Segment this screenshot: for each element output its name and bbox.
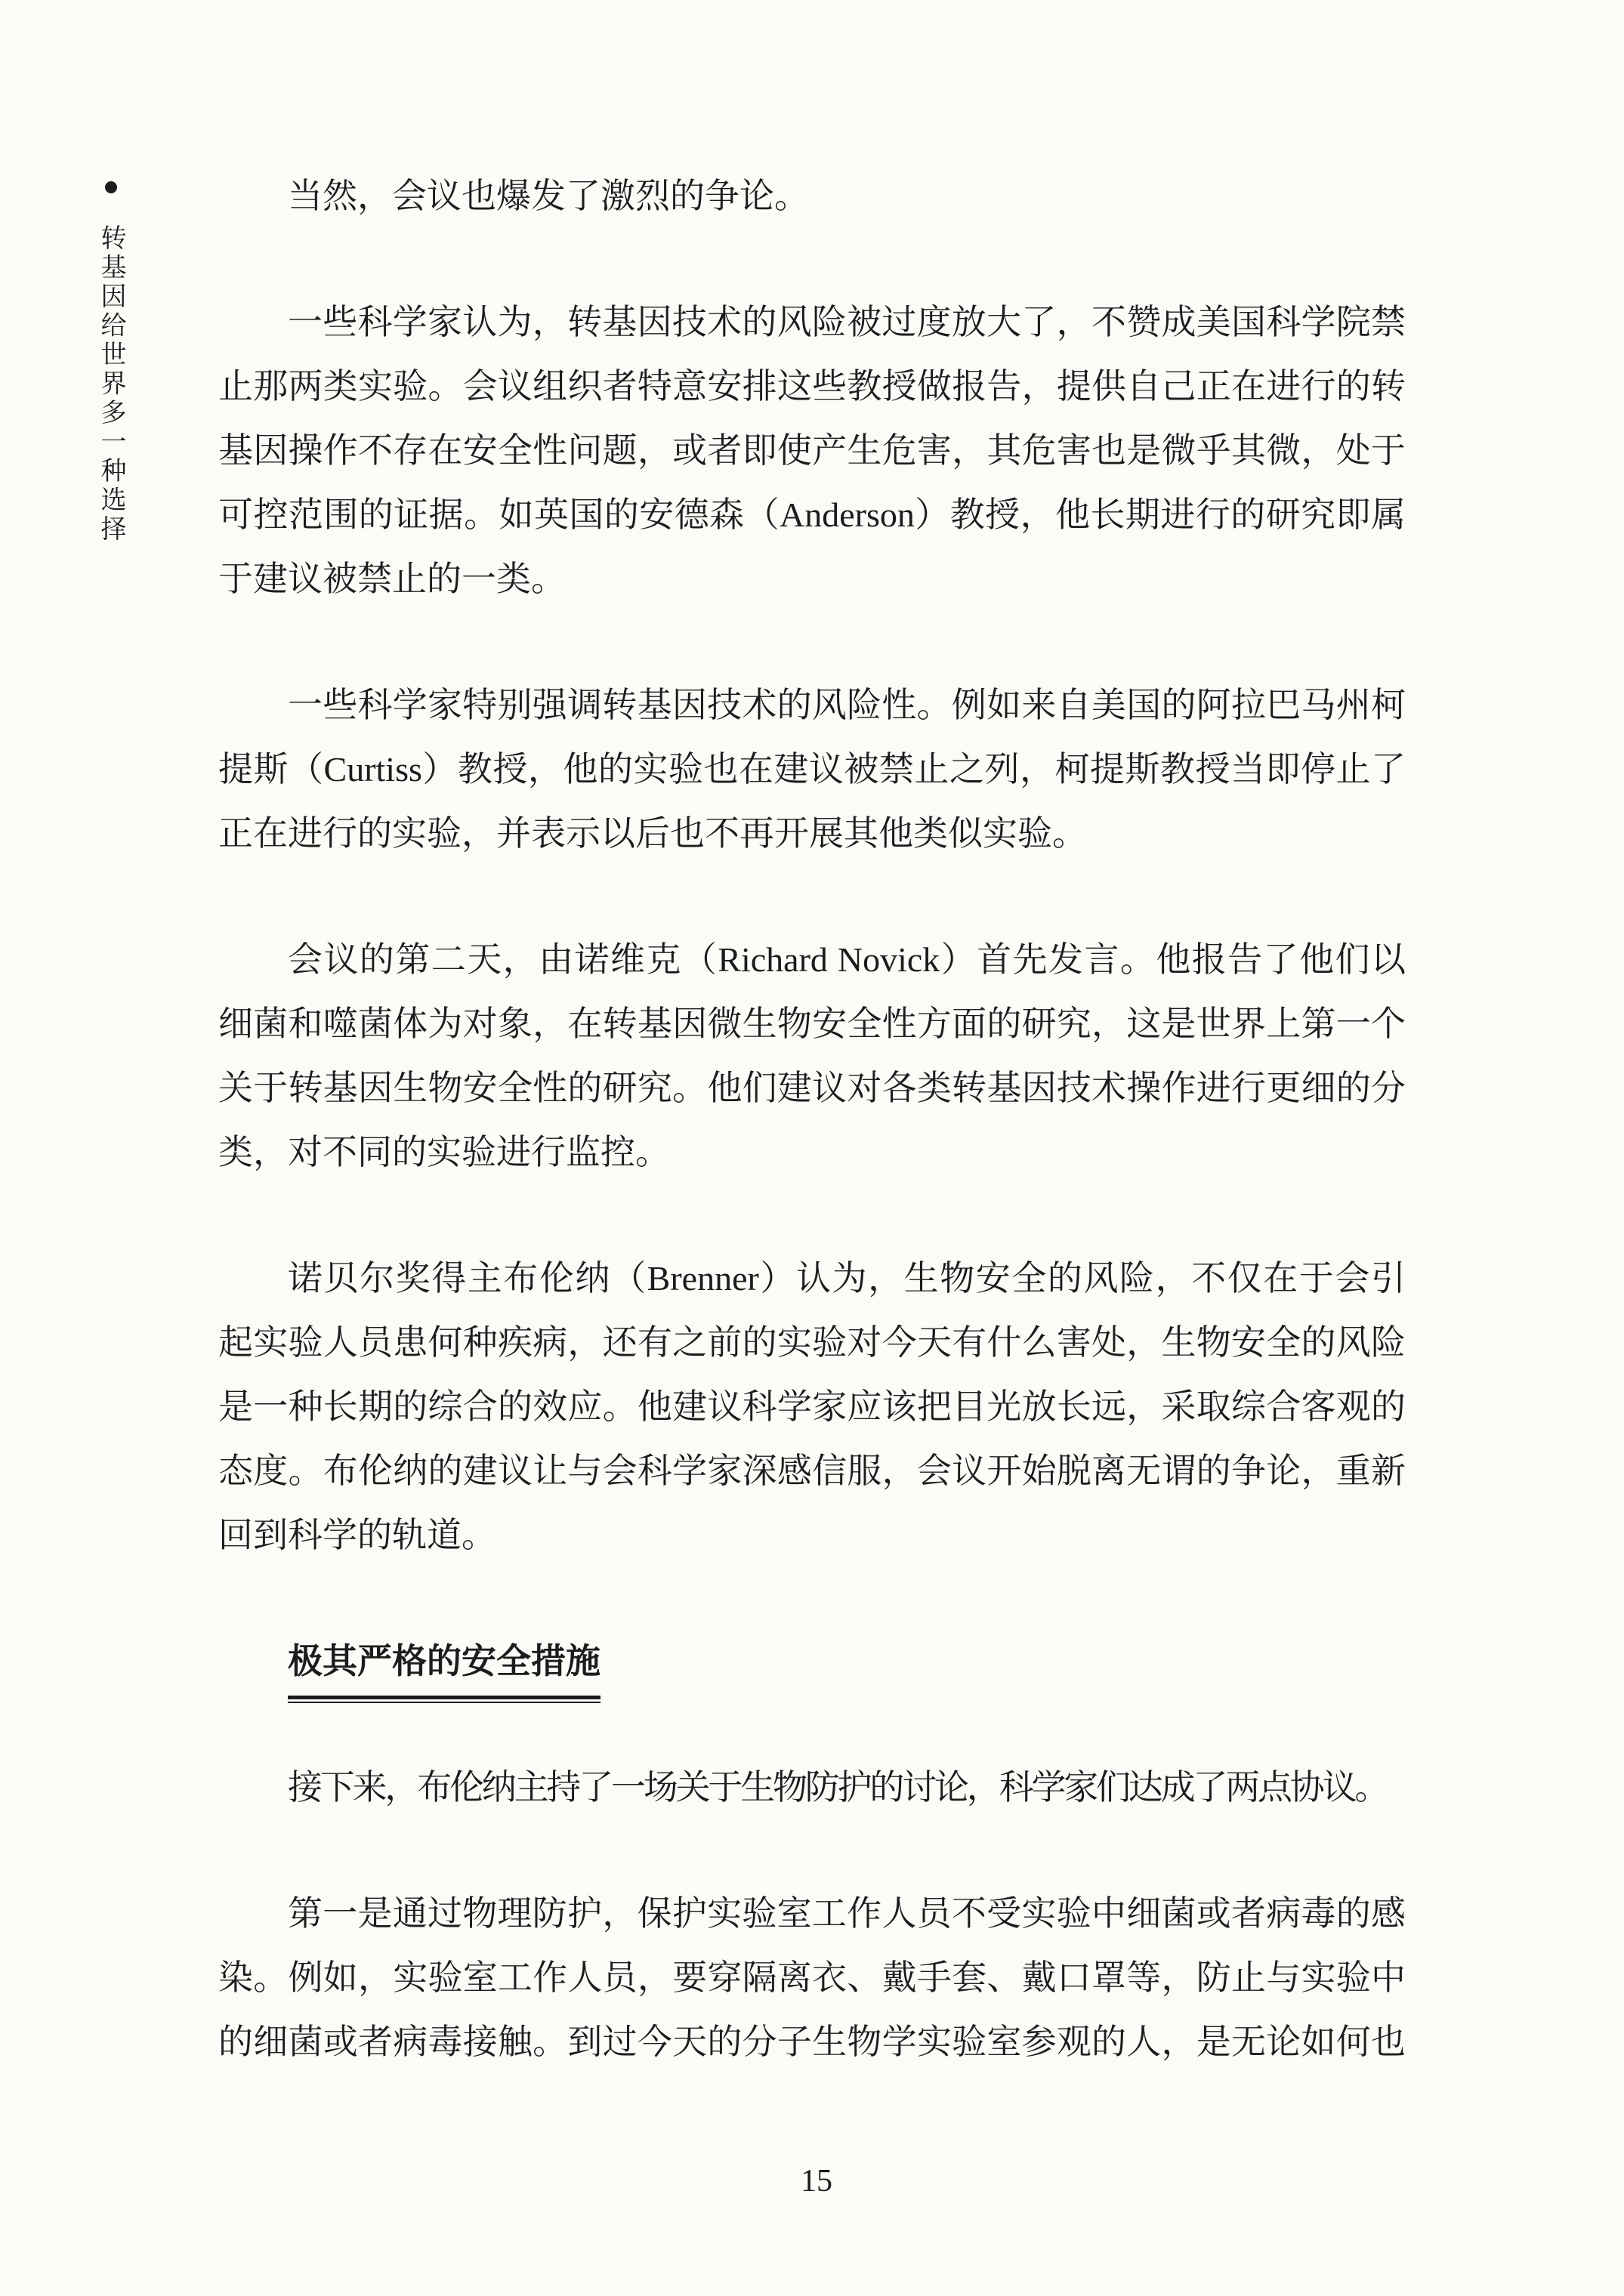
paragraph-line: 基因操作不存在安全性问题，或者即使产生危害，其危害也是微乎其微，处于: [218, 431, 1406, 470]
paragraph-line: 染。例如，实验室工作人员，要穿隔离衣、戴手套、戴口罩等，防止与实验中: [218, 1958, 1406, 1997]
bullet-icon: [105, 181, 117, 193]
paragraph-line: 起实验人员患何种疾病，还有之前的实验对今天有什么害处，生物安全的风险: [218, 1323, 1406, 1362]
paragraph-line: 正在进行的实验，并表示以后也不再开展其他类似实验。: [218, 814, 1087, 853]
paragraph-line: 类，对不同的实验进行监控。: [218, 1133, 670, 1171]
body-paragraph: [218, 164, 1406, 228]
body-paragraph: [218, 1246, 1406, 1567]
body-paragraph: [218, 1881, 1406, 2074]
body-paragraph: [218, 673, 1406, 866]
paragraph-line: 接下来，布伦纳主持了一场关于生物防护的讨论，科学家们达成了两点协议。: [288, 1768, 1388, 1807]
section-heading-block: [218, 1629, 1406, 1693]
paragraph-line: 一些科学家特别强调转基因技术的风险性。例如来自美国的阿拉巴马州柯: [288, 686, 1406, 724]
paragraph-line: 关于转基因生物安全性的研究。他们建议对各类转基因技术操作进行更细的分: [218, 1069, 1406, 1107]
body-paragraph: [218, 927, 1406, 1184]
paragraph-line: 细菌和噬菌体为对象，在转基因微生物安全性方面的研究，这是世界上第一个: [218, 1004, 1406, 1043]
running-title: 转基因给世界多一种选择: [96, 224, 126, 545]
paragraph-line: 止那两类实验。会议组织者特意安排这些教授做报告，提供自己正在进行的转: [218, 367, 1406, 406]
page-number: 15: [801, 2164, 832, 2199]
paragraph-line: 态度。布伦纳的建议让与会科学家深感信服，会议开始脱离无谓的争论，重新: [218, 1452, 1406, 1490]
paragraph-line: 会议的第二天，由诺维克（Richard Novick）首先发言。他报告了他们以: [288, 940, 1406, 979]
section-heading: [288, 1629, 601, 1693]
paragraph-line: 诺贝尔奖得主布伦纳（Brenner）认为，生物安全的风险，不仅在于会引: [288, 1259, 1406, 1298]
paragraph-line: 当然，会议也爆发了激烈的争论。: [288, 177, 809, 215]
section-heading-text: 极其严格的安全措施: [288, 1640, 601, 1681]
heading-double-underline: [288, 1696, 601, 1703]
paragraph-line: 的细菌或者病毒接触。到过今天的分子生物学实验室参观的人，是无论如何也: [218, 2023, 1406, 2061]
paragraph-line: 提斯（Curtiss）教授，他的实验也在建议被禁止之列，柯提斯教授当即停止了: [218, 750, 1406, 788]
paragraph-line: 回到科学的轨道。: [218, 1516, 496, 1554]
paragraph-line: 可控范围的证据。如英国的安德森（Anderson）教授，他长期进行的研究即属: [218, 495, 1406, 534]
body-paragraph: [218, 290, 1406, 611]
paragraph-line: 是一种长期的综合的效应。他建议科学家应该把目光放长远，采取综合客观的: [218, 1387, 1406, 1426]
paragraph-line: 于建议被禁止的一类。: [218, 560, 566, 598]
body-text: [218, 164, 1406, 2136]
body-paragraph: [218, 1755, 1406, 1819]
paragraph-line: 第一是通过物理防护，保护实验室工作人员不受实验中细菌或者病毒的感: [288, 1894, 1406, 1933]
paragraph-line: 一些科学家认为，转基因技术的风险被过度放大了，不赞成美国科学院禁: [288, 303, 1406, 341]
